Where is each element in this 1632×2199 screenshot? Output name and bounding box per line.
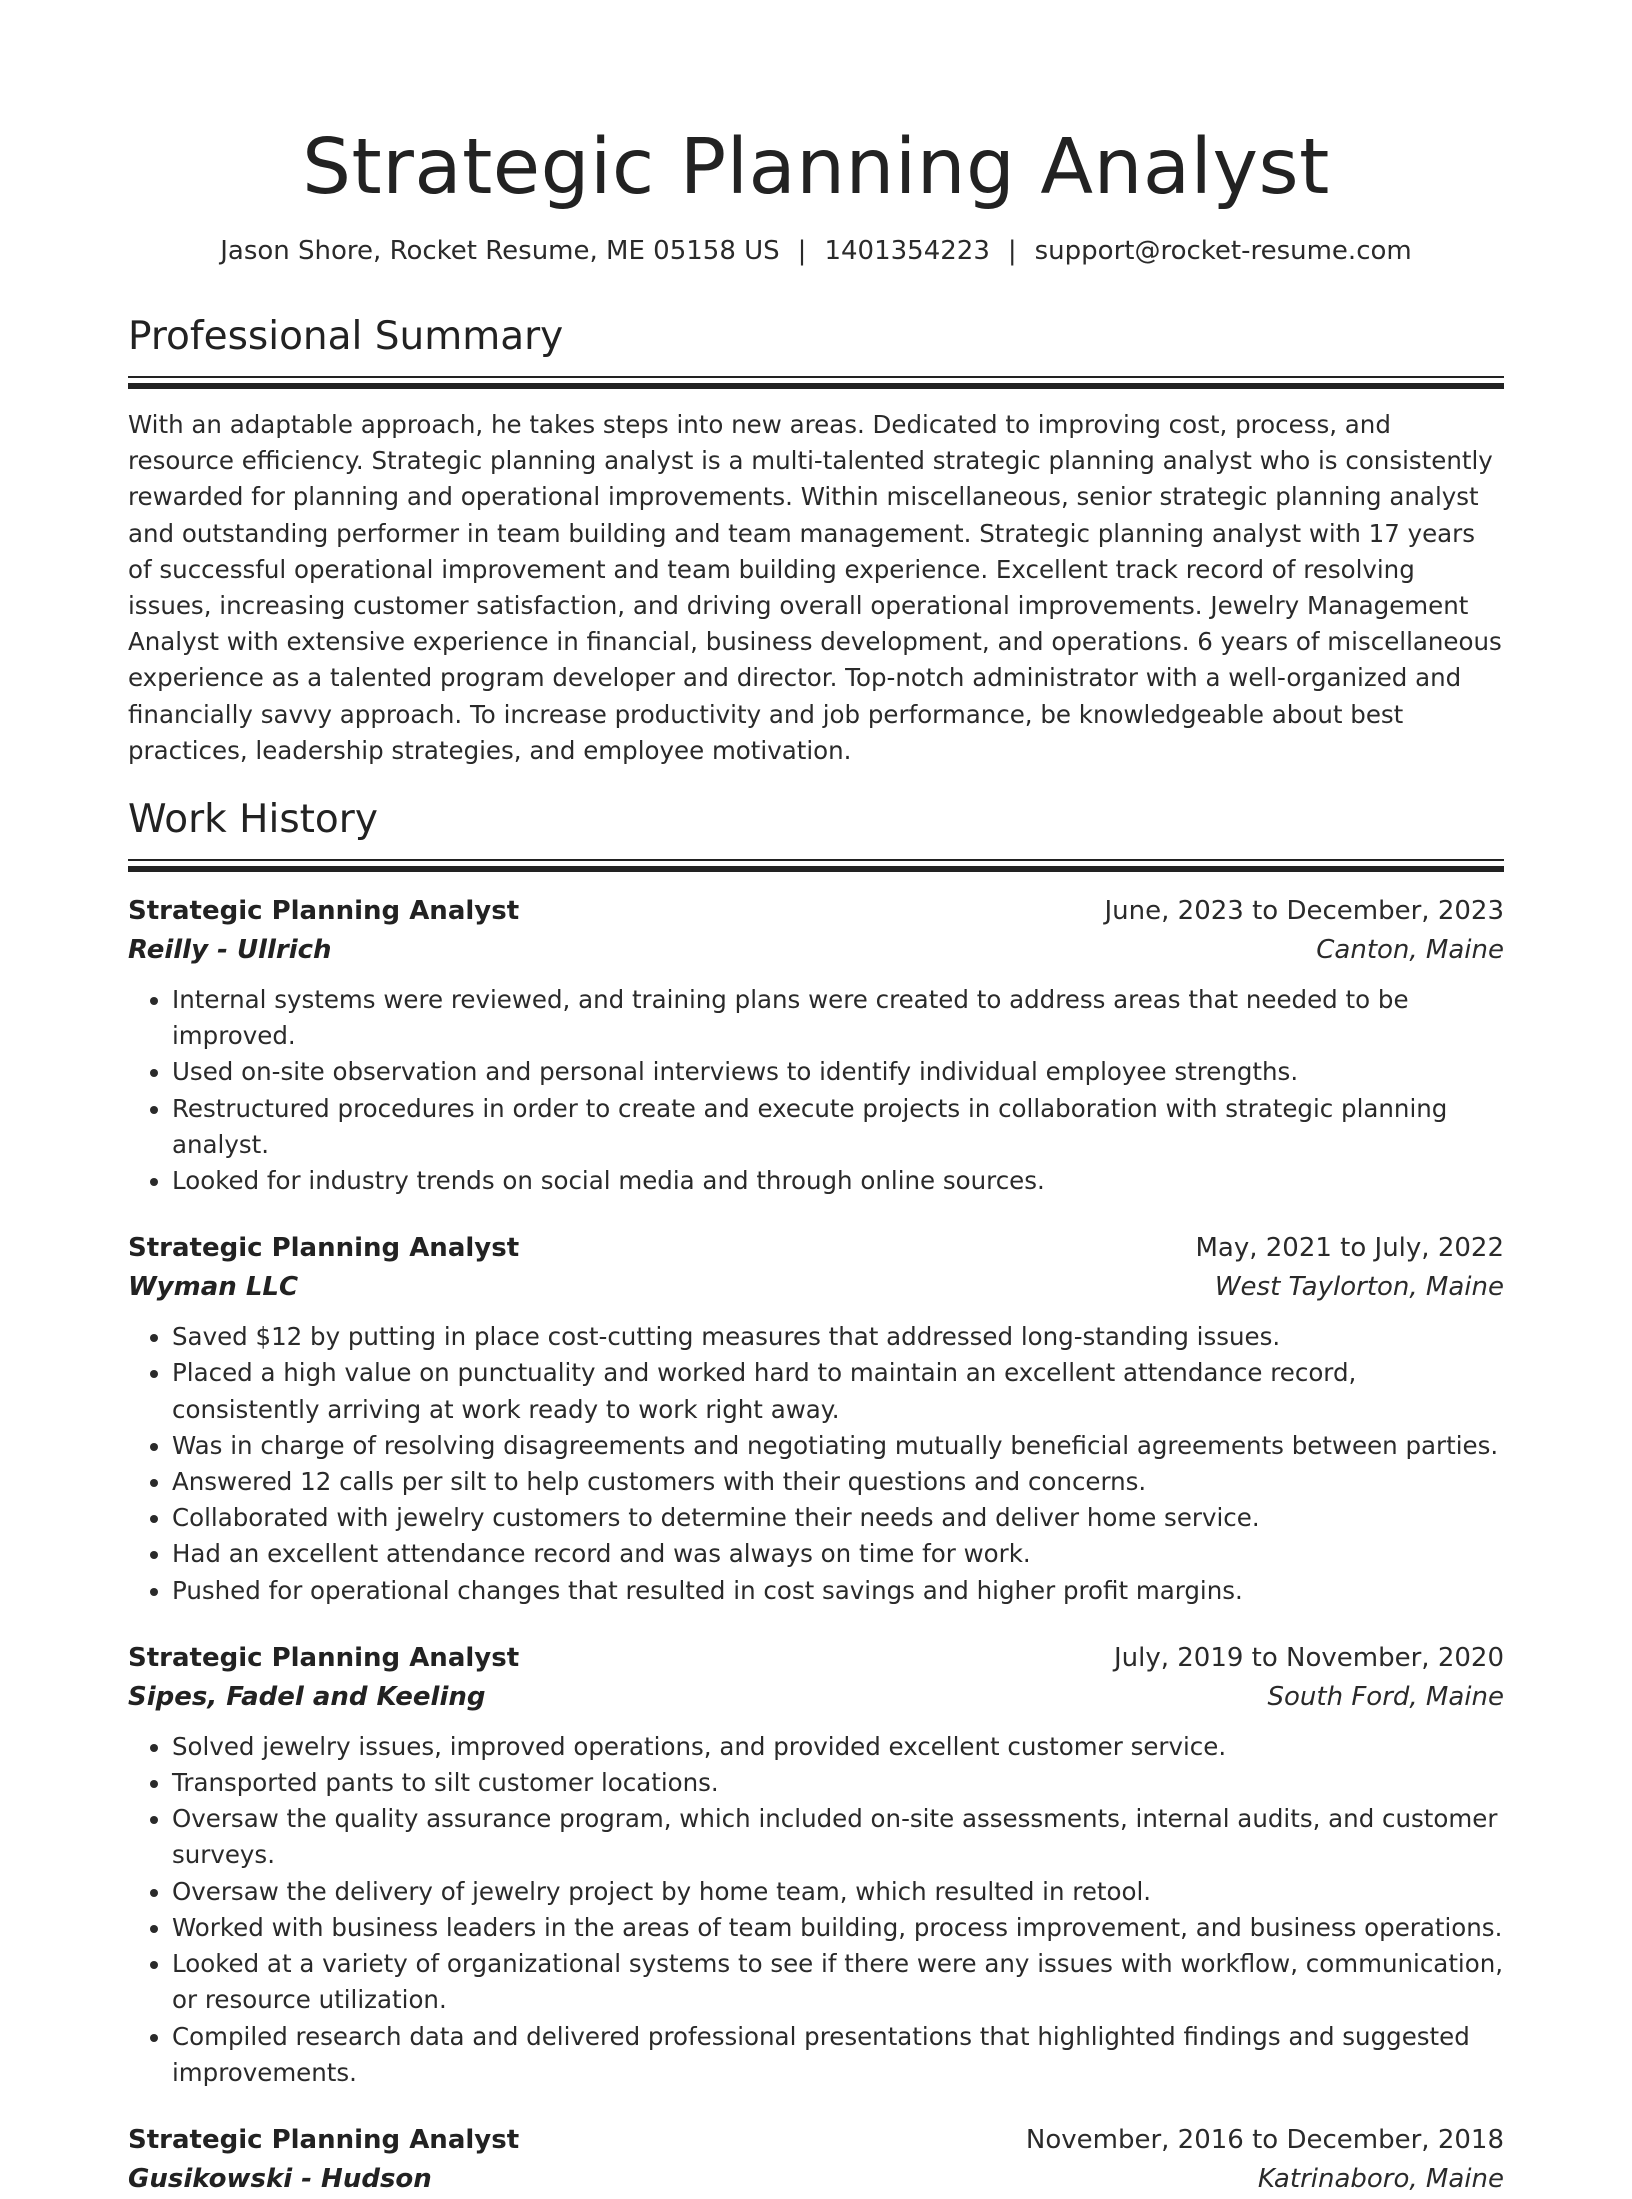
professional-summary-section — [128, 312, 1504, 769]
resume-title: Strategic Planning Analyst — [302, 123, 1330, 212]
job-header-row — [128, 892, 1504, 930]
job-company-row — [128, 930, 1504, 970]
job-bullet: • Restructured procedures in order to create and execute projects in collaboration with strategic planning analyst. — [172, 1091, 1504, 1163]
job-bullet: • Oversaw the delivery of jewelry project by home team, which resulted in retool. — [172, 1874, 1504, 1910]
contact-email: support@rocket-resume.com — [1034, 236, 1412, 266]
job-company: Reilly - Ullrich — [128, 935, 332, 966]
job-company-row — [128, 1267, 1504, 1307]
job-bullet: • Pushed for operational changes that resulted in cost savings and higher profit margins. — [172, 1573, 1504, 1609]
job-dates: November, 2016 to December, 2018 — [1025, 2124, 1504, 2155]
job-bullet: • Had an excellent attendance record and was always on time for work. — [172, 1536, 1504, 1572]
job-bullet-list — [128, 1729, 1504, 2091]
job-bullet: • Compiled research data and delivered professional presentations that highlighted findings and suggested improvements. — [172, 2019, 1504, 2091]
job-company: Wyman LLC — [128, 1272, 299, 1303]
job-bullet: • Looked for industry trends on social media and through online sources. — [172, 1163, 1504, 1199]
job-bullet: • Looked at a variety of organizational systems to see if there were any issues with workflow, communication, or resource utilization. — [172, 1946, 1504, 2018]
section-divider — [128, 376, 1504, 389]
job-title: Strategic Planning Analyst — [128, 2124, 520, 2155]
job-bullet: • Saved $12 by putting in place cost-cutting measures that addressed long-standing issues. — [172, 1319, 1504, 1355]
job-company: Sipes, Fadel and Keeling — [128, 1681, 486, 1712]
job-header-row — [128, 1639, 1504, 1677]
job-title: Strategic Planning Analyst — [128, 1642, 520, 1673]
work-history-section — [128, 795, 1504, 2199]
job-title: Strategic Planning Analyst — [128, 1233, 520, 1264]
job-company-row — [128, 1677, 1504, 1717]
contact-line — [128, 234, 1504, 268]
job-location: Katrinaboro, Maine — [1257, 2163, 1504, 2194]
contact-separator: | — [797, 236, 807, 266]
job-company-row — [128, 2159, 1504, 2199]
job-bullet: • Solved jewelry issues, improved operations, and provided excellent customer service. — [172, 1729, 1504, 1765]
job-bullet: • Was in charge of resolving disagreements and negotiating mutually beneficial agreements between parties. — [172, 1428, 1504, 1464]
job-entry — [128, 2121, 1504, 2199]
job-bullet: • Transported pants to silt customer locations. — [172, 1765, 1504, 1801]
section-heading-work-history: Work History — [128, 797, 378, 843]
job-bullet-list — [128, 1319, 1504, 1609]
job-bullet: • Used on-site observation and personal interviews to identify individual employee strengths. — [172, 1054, 1504, 1090]
job-entry — [128, 892, 1504, 1199]
job-company: Gusikowski - Hudson — [128, 2163, 432, 2194]
job-bullet: • Answered 12 calls per silt to help customers with their questions and concerns. — [172, 1464, 1504, 1500]
job-bullet: • Collaborated with jewelry customers to determine their needs and deliver home service. — [172, 1500, 1504, 1536]
job-dates: July, 2019 to November, 2020 — [1113, 1642, 1504, 1673]
job-location: West Taylorton, Maine — [1214, 1272, 1504, 1303]
contact-address: Jason Shore, Rocket Resume, ME 05158 US — [220, 236, 780, 266]
job-dates: May, 2021 to July, 2022 — [1195, 1233, 1504, 1264]
job-location: South Ford, Maine — [1267, 1681, 1504, 1712]
job-header-row — [128, 1229, 1504, 1267]
job-title: Strategic Planning Analyst — [128, 896, 520, 927]
job-bullet-list — [128, 982, 1504, 1199]
job-entry — [128, 1229, 1504, 1609]
job-location: Canton, Maine — [1316, 935, 1504, 966]
job-entry — [128, 1639, 1504, 2091]
section-heading-summary: Professional Summary — [128, 314, 564, 359]
section-divider — [128, 859, 1504, 872]
job-bullet: • Worked with business leaders in the areas of team building, process improvement, and business operations. — [172, 1910, 1504, 1946]
job-bullet: • Oversaw the quality assurance program, which included on-site assessments, internal audits, and customer surveys. — [172, 1801, 1504, 1873]
contact-separator: | — [1007, 236, 1017, 266]
job-header-row — [128, 2121, 1504, 2159]
job-dates: June, 2023 to December, 2023 — [1104, 896, 1504, 927]
summary-text: With an adaptable approach, he takes steps into new areas. Dedicated to improving cost, process, and resource efficiency. Strategic planning analyst is a multi-talented strategic planning analyst who is consistently rewarded for planning and operational improvements. Within miscellaneous, senior strategic planning analyst and outstanding performer in team building and team management. Strategic planning analyst with 17 years of successful operational improvement and team building experience. Excellent track record of resolving issues, increasing customer satisfaction, and driving overall operational improvements. Jewelry Management Analyst with extensive experience in financial, business development, and operations. 6 years of miscellaneous experience as a talented program developer and director. Top-notch administrator with a well-organized and financially savvy approach. To increase productivity and job performance, be knowledgeable about best practices, leadership strategies, and employee motivation. — [128, 410, 1502, 765]
contact-phone: 1401354223 — [824, 236, 990, 266]
job-bullet: • Internal systems were reviewed, and training plans were created to address areas that needed to be improved. — [172, 982, 1504, 1054]
job-bullet: • Placed a high value on punctuality and worked hard to maintain an excellent attendance record, consistently arriving at work ready to work right away. — [172, 1355, 1504, 1427]
